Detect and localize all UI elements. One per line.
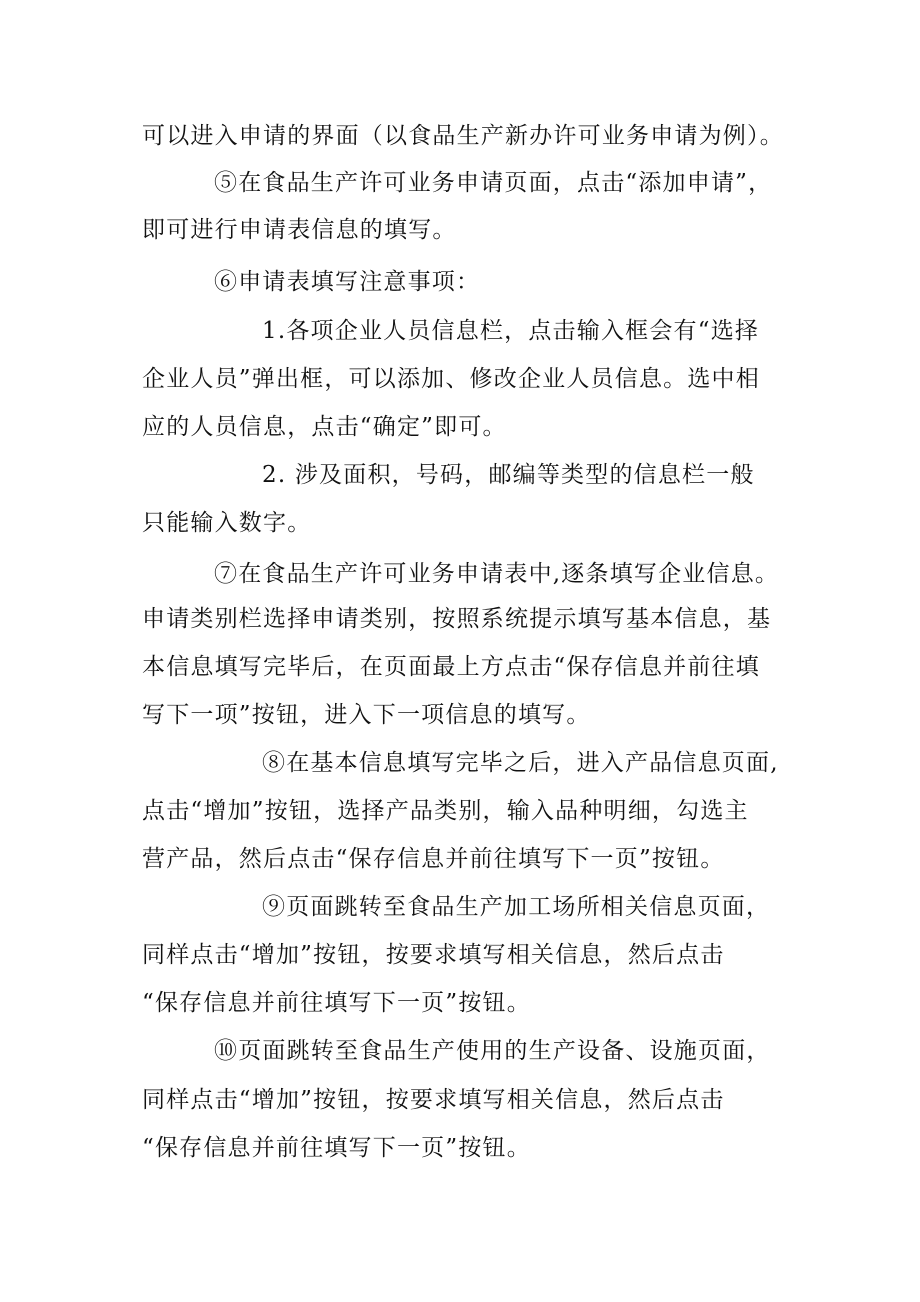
text-line: ⑤在食品生产许可业务申请页面，点击“添加申请”，: [214, 170, 773, 196]
text-line: 点击“增加”按钮，选择产品类别，输入品种明细，勾选主: [142, 798, 749, 824]
text-line: ⑨页面跳转至食品生产加工场所相关信息页面，: [262, 894, 771, 920]
text-line: 本信息填写完毕后，在页面最上方点击“保存信息并前往填: [142, 654, 760, 680]
text-line: ⑦在食品生产许可业务申请表中,逐条填写企业信息。: [214, 561, 780, 587]
text-line: ⑩页面跳转至食品生产使用的生产设备、设施页面，: [214, 1038, 771, 1064]
text-line: 应的人员信息，点击“确定”即可。: [142, 414, 507, 440]
text-line: 可以进入申请的界面（以食品生产新办许可业务申请为例）。: [142, 123, 784, 149]
text-line: ⑧在基本信息填写完毕之后，进入产品信息页面,: [262, 750, 779, 776]
text-line: “保存信息并前往填写下一页”按钮。: [142, 1135, 531, 1161]
text-line: 2. 涉及面积，号码，邮编等类型的信息栏一般: [262, 462, 755, 488]
text-line: 申请类别栏选择申请类别，按照系统提示填写基本信息，基: [142, 606, 772, 632]
text-line: 只能输入数字。: [142, 510, 312, 536]
text-line: 营产品，然后点击“保存信息并前往填写下一页”按钮。: [142, 846, 725, 872]
text-line: 企业人员”弹出框，可以添加、修改企业人员信息。选中相: [142, 366, 760, 392]
text-line: ⑥申请表填写注意事项：: [214, 269, 481, 295]
text-line: 同样点击“增加”按钮，按要求填写相关信息，然后点击: [142, 1087, 725, 1113]
text-line: 写下一项”按钮，进入下一项信息的填写。: [142, 702, 591, 728]
text-line: 1.各项企业人员信息栏，点击输入框会有“选择: [262, 318, 760, 344]
text-line: 同样点击“增加”按钮，按要求填写相关信息，然后点击: [142, 942, 725, 968]
text-line: “保存信息并前往填写下一页”按钮。: [142, 990, 531, 1016]
text-line: 即可进行申请表信息的填写。: [142, 217, 457, 243]
